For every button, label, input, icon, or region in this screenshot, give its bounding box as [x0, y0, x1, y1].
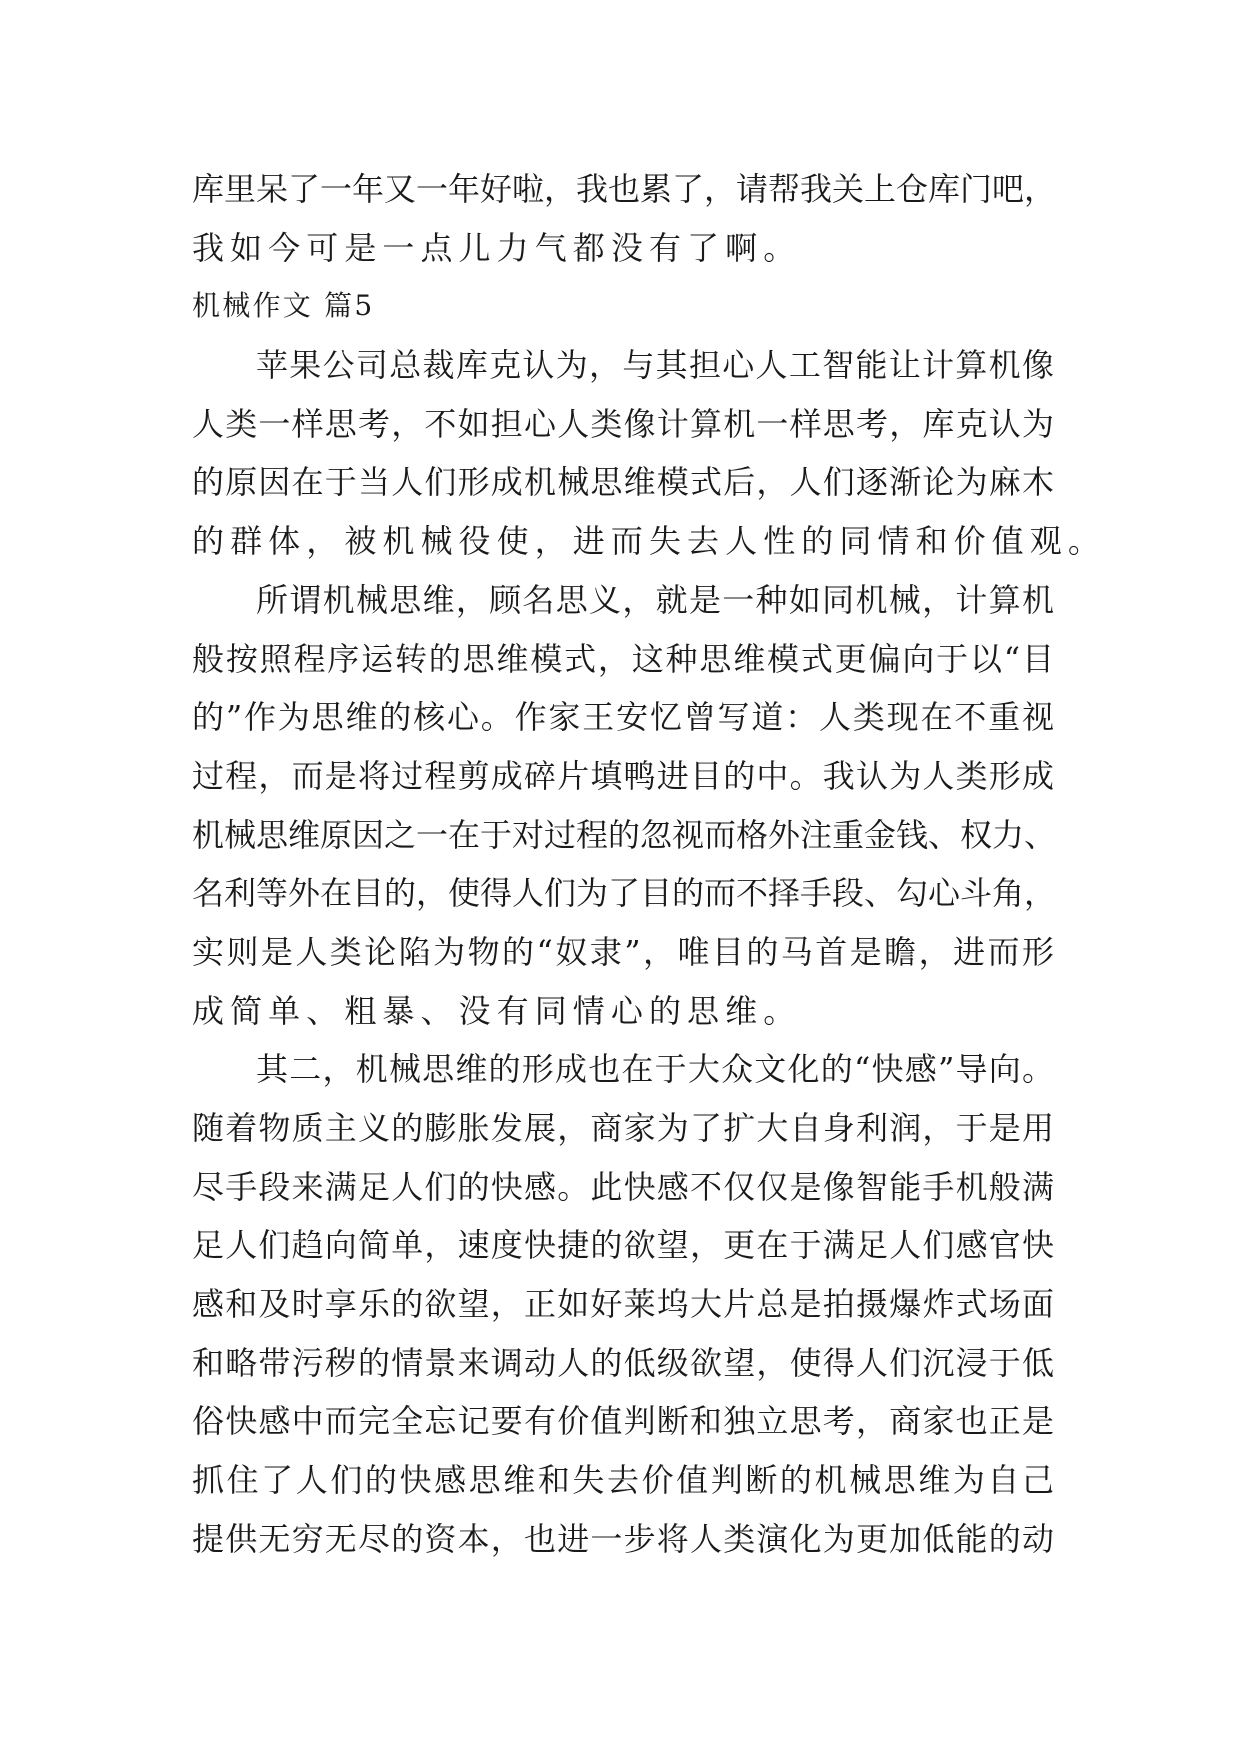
text-line: 的”作为思维的核心。作家王安忆曾写道：人类现在不重视	[192, 698, 1054, 737]
text-line: 抓住了人们的快感思维和失去价值判断的机械思维为自己	[192, 1461, 1054, 1500]
text-line: 尽手段来满足人们的快感。此快感不仅仅是像智能手机般满	[192, 1167, 1054, 1206]
text-line: 库里呆了一年又一年好啦，我也累了，请帮我关上仓库门吧，	[192, 170, 1057, 208]
text-line: 和略带污秽的情景来调动人的低级欲望，使得人们沉浸于低	[192, 1343, 1054, 1382]
text-line: 机械思维原因之一在于对过程的忽视而格外注重金钱、权力、	[192, 815, 1057, 854]
body-text	[192, 160, 1106, 1569]
text-line: 感和及时享乐的欲望，正如好莱坞大片总是拍摄爆炸式场面	[192, 1285, 1054, 1324]
text-line: 实则是人类论陷为物的“奴隶”，唯目的马首是瞻，进而形	[192, 932, 1054, 971]
text-line: 俗快感中而完全忘记要有价值判断和独立思考，商家也正是	[192, 1402, 1054, 1441]
text-line: 名利等外在目的，使得人们为了目的而不择手段、勾心斗角，	[192, 874, 1057, 913]
text-line: 人类一样思考，不如担心人类像计算机一样思考，库克认为	[192, 404, 1054, 443]
text-line: 过程，而是将过程剪成碎片填鸭进目的中。我认为人类形成	[192, 756, 1054, 795]
paragraph-first-line: 苹果公司总裁库克认为，与其担心人工智能让计算机像	[256, 346, 1054, 385]
text-line: 足人们趋向简单，速度快捷的欲望，更在于满足人们感官快	[192, 1226, 1054, 1265]
text-line: 般按照程序运转的思维模式，这种思维模式更偏向于以“目	[192, 639, 1054, 678]
section-heading: 机械作文 篇5	[192, 289, 375, 323]
text-line: 我如今可是一点儿力气都没有了啊。	[192, 228, 802, 267]
text-line: 随着物质主义的膨胀发展，商家为了扩大自身利润，于是用	[192, 1109, 1054, 1147]
paragraph-first-line: 其二，机械思维的形成也在于大众文化的“快感”导向。	[256, 1050, 1054, 1089]
text-line: 的群体，被机械役使，进而失去人性的同情和价值观。	[192, 522, 1106, 561]
text-line: 成简单、粗暴、没有同情心的思维。	[192, 991, 802, 1030]
paragraph-first-line: 所谓机械思维，顾名思义，就是一种如同机械，计算机	[256, 580, 1054, 619]
text-line: 提供无穷无尽的资本，也进一步将人类演化为更加低能的动	[192, 1519, 1054, 1558]
text-line: 的原因在于当人们形成机械思维模式后，人们逐渐论为麻木	[192, 463, 1054, 502]
